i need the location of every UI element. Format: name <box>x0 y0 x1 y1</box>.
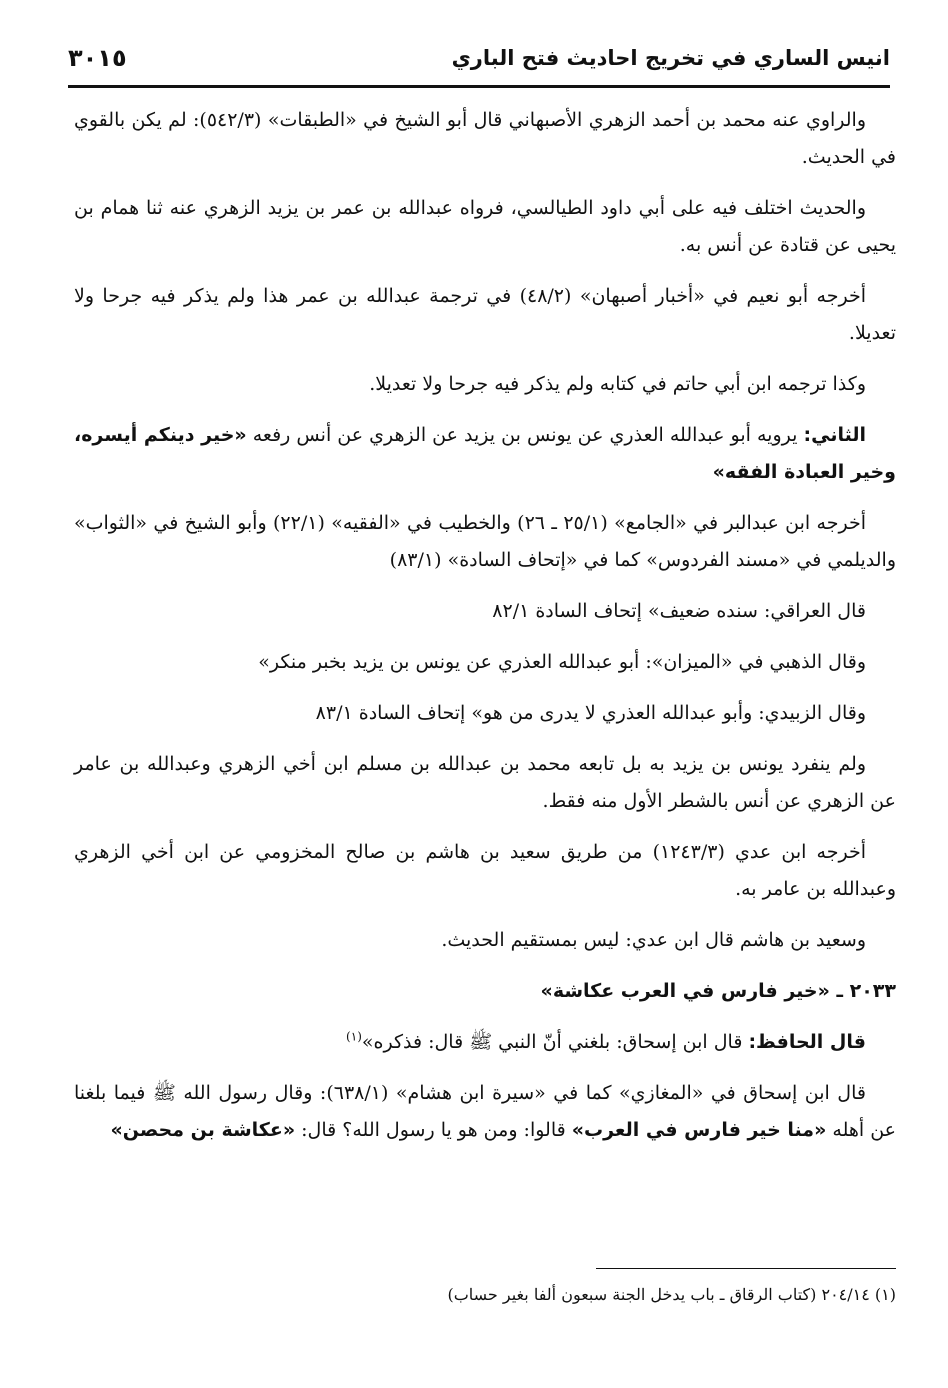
hafiz-text: قال ابن إسحاق: بلغني أنّ النبي ﷺ قال: فذكره» <box>361 1031 749 1053</box>
paragraph-text: قال ابن إسحاق في «المغازي» كما في «سيرة ابن هشام» (٦٣٨/١): وقال رسول الله ﷺ فيما بلغنا عن أهله <box>74 1082 896 1141</box>
hafiz-paragraph <box>74 1024 896 1061</box>
hadith-title: «خير فارس في العرب عكاشة» <box>540 980 830 1002</box>
footnote-rule <box>596 1268 896 1269</box>
paragraph <box>74 746 896 820</box>
paragraph <box>74 834 896 908</box>
paragraph <box>74 417 896 491</box>
paragraph <box>74 922 896 959</box>
paragraph <box>74 1075 896 1149</box>
hadith-text: «عكاشة بن محصن» <box>110 1119 296 1141</box>
paragraph <box>74 644 896 681</box>
paragraph-text: وقال الذهبي في «الميزان»: أبو عبدالله العذري عن يونس بن يزيد بخبر منكر» <box>258 651 866 673</box>
paragraph-text: والحديث اختلف فيه على أبي داود الطيالسي، فرواه عبدالله بن عمر بن يزيد الزهري عنه ثنا همام بن يحيى عن قتادة عن أنس به. <box>74 197 896 256</box>
paragraph-text: والراوي عنه محمد بن أحمد الزهري الأصبهاني قال أبو الشيخ في «الطبقات» (٥٤٢/٣): لم يكن بالقوي في الحديث. <box>74 109 896 168</box>
page-number: ٣٠١٥ <box>68 44 127 72</box>
paragraph <box>74 366 896 403</box>
hadith-number: ٢٠٣٣ ـ <box>836 980 896 1002</box>
header-rule <box>68 85 890 88</box>
paragraph <box>74 593 896 630</box>
paragraph-text: يرويه أبو عبدالله العذري عن يونس بن يزيد عن الزهري عن أنس رفعه <box>246 424 804 446</box>
paragraph-text: أخرجه أبو نعيم في «أخبار أصبهان» (٤٨/٢) في ترجمة عبدالله بن عمر هذا ولم يذكر فيه جرحا ولا تعديلا. <box>74 285 896 344</box>
paragraph-text: أخرجه ابن عبدالبر في «الجامع» (٢٥/١ ـ ٢٦) والخطيب في «الفقيه» (٢٢/١) وأبو الشيخ في «الثواب» والديلمي في «مسند الفردوس» كما في «إتحاف السادة» (٨٣/١) <box>74 512 896 571</box>
footnote: (١) ٢٠٤/١٤ (كتاب الرقاق ـ باب يدخل الجنة سبعون ألفا بغير حساب) <box>447 1285 896 1304</box>
hadith-text: «منا خير فارس في العرب» <box>571 1119 827 1141</box>
hadith-text: «خير دينكم أيسره، وخير العبادة الفقه» <box>74 424 896 483</box>
main-text <box>74 102 896 1163</box>
paragraph-text: وقال الزبيدي: وأبو عبدالله العذري لا يدرى من هو» إتحاف السادة ٨٣/١ <box>315 702 866 724</box>
footnote-ref: (١) <box>346 1029 362 1044</box>
paragraph <box>74 102 896 176</box>
paragraph-lead: الثاني: <box>803 424 866 446</box>
paragraph <box>74 278 896 352</box>
paragraph-text: وسعيد بن هاشم قال ابن عدي: ليس بمستقيم الحديث. <box>441 929 866 951</box>
paragraph-text: قالوا: ومن هو يا رسول الله؟ قال: <box>295 1119 572 1141</box>
paragraph <box>74 505 896 579</box>
paragraph-text: وكذا ترجمه ابن أبي حاتم في كتابه ولم يذكر فيه جرحا ولا تعديلا. <box>369 373 866 395</box>
running-title: انيس الساري في تخريج احاديث فتح الباري <box>451 46 890 70</box>
paragraph <box>74 695 896 732</box>
hadith-heading <box>74 973 896 1010</box>
paragraph-text: ولم ينفرد يونس بن يزيد به بل تابعه محمد بن عبدالله بن مسلم ابن أخي الزهري وعبدالله بن عامر عن الزهري عن أنس بالشطر الأول منه فقط. <box>74 753 896 812</box>
paragraph-text: قال العراقي: سنده ضعيف» إتحاف السادة ٨٢/١ <box>492 600 866 622</box>
page-header <box>68 40 890 84</box>
hafiz-lead: قال الحافظ: <box>748 1031 866 1053</box>
paragraph-text: أخرجه ابن عدي (١٢٤٣/٣) من طريق سعيد بن هاشم بن صالح المخزومي عن ابن أخي الزهري وعبدالله بن عامر به. <box>74 841 896 900</box>
paragraph <box>74 190 896 264</box>
